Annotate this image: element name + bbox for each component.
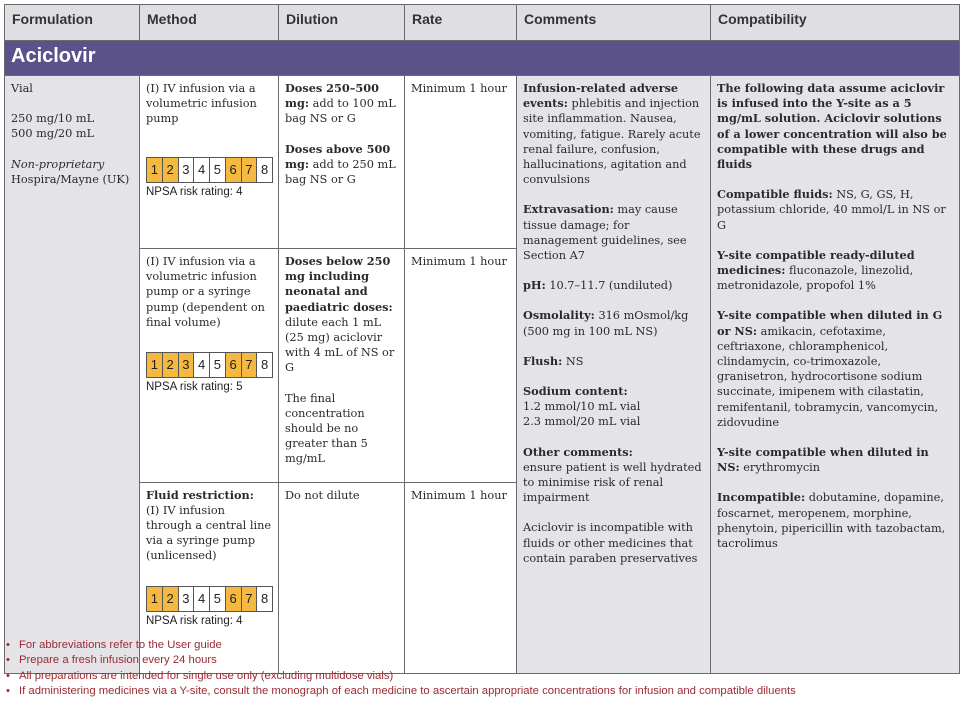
dilution-cell-1 (279, 76, 405, 249)
comment-text: may cause tissue damage; for management guidelines, see Section A7 (523, 203, 687, 263)
compat-heading: Y-site compatible ready-diluted medicines: (717, 247, 915, 278)
method-heading-3: Fluid restriction: (146, 487, 254, 502)
comments-cell (517, 76, 711, 674)
rate-cell-2: Minimum 1 hour (405, 249, 517, 483)
compat-heading: Y-site compatible when diluted in NS: (717, 445, 929, 475)
risk-box: 4 (193, 352, 210, 378)
comment-heading: Sodium content: (523, 384, 628, 399)
drug-title-row (5, 41, 960, 76)
compatibility-cell (711, 76, 960, 674)
risk-box: 5 (209, 157, 226, 183)
bullet: • (6, 639, 10, 651)
risk-scale-2 (146, 352, 273, 378)
header-row (5, 5, 960, 41)
header-rate: Rate (405, 5, 517, 41)
risk-box: 2 (162, 157, 179, 183)
footnote: • If administering medicines via a Y-site, consult the monograph of each medicine to ascertain appropriate concentrations for infusion and compatible diluents (6, 684, 956, 699)
method-cell-1 (140, 76, 279, 249)
comment-text: 2.3 mmol/20 mL vial (523, 415, 641, 429)
rate-cell-3: Minimum 1 hour (405, 482, 517, 673)
dilution-text: The final concentration should be no greater than 5 mg/mL (285, 391, 368, 466)
compat-heading: Incompatible: (717, 490, 806, 505)
risk-box: 5 (209, 586, 226, 612)
comment-text: 316 mOsmol/kg (500 mg in 100 mL NS) (523, 309, 689, 338)
dilution-cell-2 (279, 249, 405, 483)
brand-label: Non-proprietary (11, 157, 105, 171)
bullet: • (6, 654, 10, 667)
risk-box: 4 (193, 157, 210, 183)
risk-box: 3 (178, 352, 195, 378)
method-text-2: (I) IV infusion via a volumetric infusion pump or a syringe pump (dependent on final volume) (146, 255, 265, 329)
compat-text: erythromycin (743, 461, 821, 475)
header-dilution: Dilution (279, 5, 405, 41)
comment-heading: Other comments: (523, 444, 633, 459)
drug-name: Aciclovir (5, 41, 960, 76)
risk-box: 6 (225, 586, 242, 612)
dilution-text: add to 100 mL bag NS or G (285, 97, 396, 126)
risk-box: 5 (209, 352, 226, 378)
comment-text: phlebitis and injection site inflammation. Nausea, vomiting, fatigue. Rarely acute renal failure, confusion, hallucinations, agitation and convulsions (523, 97, 701, 187)
risk-scale-1 (146, 157, 273, 183)
method-cell-2 (140, 249, 279, 483)
risk-box: 7 (241, 352, 258, 378)
method-text-3: (I) IV infusion through a central line via a syringe pump (unlicensed) (146, 503, 272, 563)
compat-intro: The following data assume aciclovir is infused into the Y-site as a 5 mg/mL solution. Aciclovir solutions of a lower concentration will also be compatible with these drugs and fluids (717, 81, 947, 172)
risk-box: 4 (193, 586, 210, 612)
risk-rating-1: NPSA risk rating: 4 (146, 185, 243, 198)
comment-text: 1.2 mmol/10 mL vial (523, 400, 641, 414)
risk-box: 6 (225, 157, 242, 183)
dilution-cell-3: Do not dilute (279, 482, 405, 673)
risk-rating-3: NPSA risk rating: 4 (146, 614, 243, 627)
header-comments: Comments (517, 5, 711, 41)
formulation-cell (5, 76, 140, 674)
risk-box: 1 (146, 352, 163, 378)
bullet: • (6, 684, 10, 697)
compat-heading: Y-site compatible when diluted in G or NS: (717, 308, 943, 338)
risk-box: 2 (162, 352, 179, 378)
compat-text: amikacin, cefotaxime, ceftriaxone, chloramphenicol, clindamycin, co-trimoxazole, granisetron, hydrocortisone sodium succinate, imipenem with cilastatin, remifentanil, tobramycin, vancomycin, zidovudine (717, 324, 939, 429)
dilution-text: add to 250 mL bag NS or G (285, 157, 396, 187)
risk-box: 8 (256, 157, 273, 183)
comment-heading: Flush: (523, 353, 563, 368)
monograph-table (4, 4, 959, 632)
comment-heading: pH: (523, 278, 546, 293)
footnotes (6, 638, 956, 699)
footnote: • For abbreviations refer to the User guide (6, 638, 956, 653)
risk-box: 2 (162, 586, 179, 612)
risk-box: 3 (178, 586, 195, 612)
footnote: • All preparations are intended for single use only (excluding multidose vials) (6, 669, 956, 684)
bullet: • (6, 669, 10, 682)
formulation-strength-1: 250 mg/10 mL (11, 112, 95, 126)
formulation-strength-2: 500 mg/20 mL (11, 127, 95, 141)
risk-rating-2: NPSA risk rating: 5 (146, 381, 243, 394)
header-formulation: Formulation (5, 5, 140, 41)
formulation-type: Vial (11, 82, 33, 95)
risk-box: 1 (146, 586, 163, 612)
dilution-heading: Doses below 250 mg including neonatal and paediatric doses: (285, 254, 393, 314)
footnote: • Prepare a fresh infusion every 24 hours (6, 653, 956, 668)
method-row-1 (5, 76, 960, 249)
compat-heading: Compatible fluids: (717, 187, 833, 202)
risk-scale-3 (146, 586, 273, 612)
comment-text: NS (565, 354, 584, 368)
risk-box: 8 (256, 352, 273, 378)
risk-box: 8 (256, 586, 273, 612)
risk-box: 3 (178, 157, 195, 183)
header-method: Method (140, 5, 279, 41)
brand-name: Hospira/Mayne (UK) (11, 172, 130, 186)
compat-text: fluconazole, linezolid, metronidazole, propofol 1% (717, 264, 914, 293)
paraben-note: Aciclovir is incompatible with fluids or other medicines that contain paraben preservatives (523, 521, 698, 565)
comment-text: ensure patient is well hydrated to minimise risk of renal impairment (523, 460, 702, 505)
dilution-heading: Doses above 500 mg: (285, 141, 391, 171)
comment-heading: Extravasation: (523, 202, 614, 217)
risk-box: 1 (146, 157, 163, 183)
comment-text: 10.7–11.7 (undiluted) (549, 279, 673, 293)
comment-heading: Osmolality: (523, 308, 595, 323)
header-compatibility: Compatibility (711, 5, 960, 41)
comment-heading: Infusion-related adverse events: (523, 81, 679, 111)
risk-box: 6 (225, 352, 242, 378)
method-text-1: (I) IV infusion via a volumetric infusion pump (146, 82, 257, 126)
risk-box: 7 (241, 157, 258, 183)
rate-cell-1: Minimum 1 hour (405, 76, 517, 249)
risk-box: 7 (241, 586, 258, 612)
compat-text: NS, G, GS, H, potassium chloride, 40 mmol/L in NS or G (717, 188, 946, 232)
dilution-heading: Doses 250–500 mg: (285, 81, 379, 111)
compat-text: dobutamine, dopamine, foscarnet, meropenem, morphine, phenytoin, pipericillin with tazobactam, tacrolimus (717, 491, 946, 551)
dilution-text: dilute each 1 mL (25 mg) aciclovir with 4 mL of NS or G (285, 315, 395, 375)
